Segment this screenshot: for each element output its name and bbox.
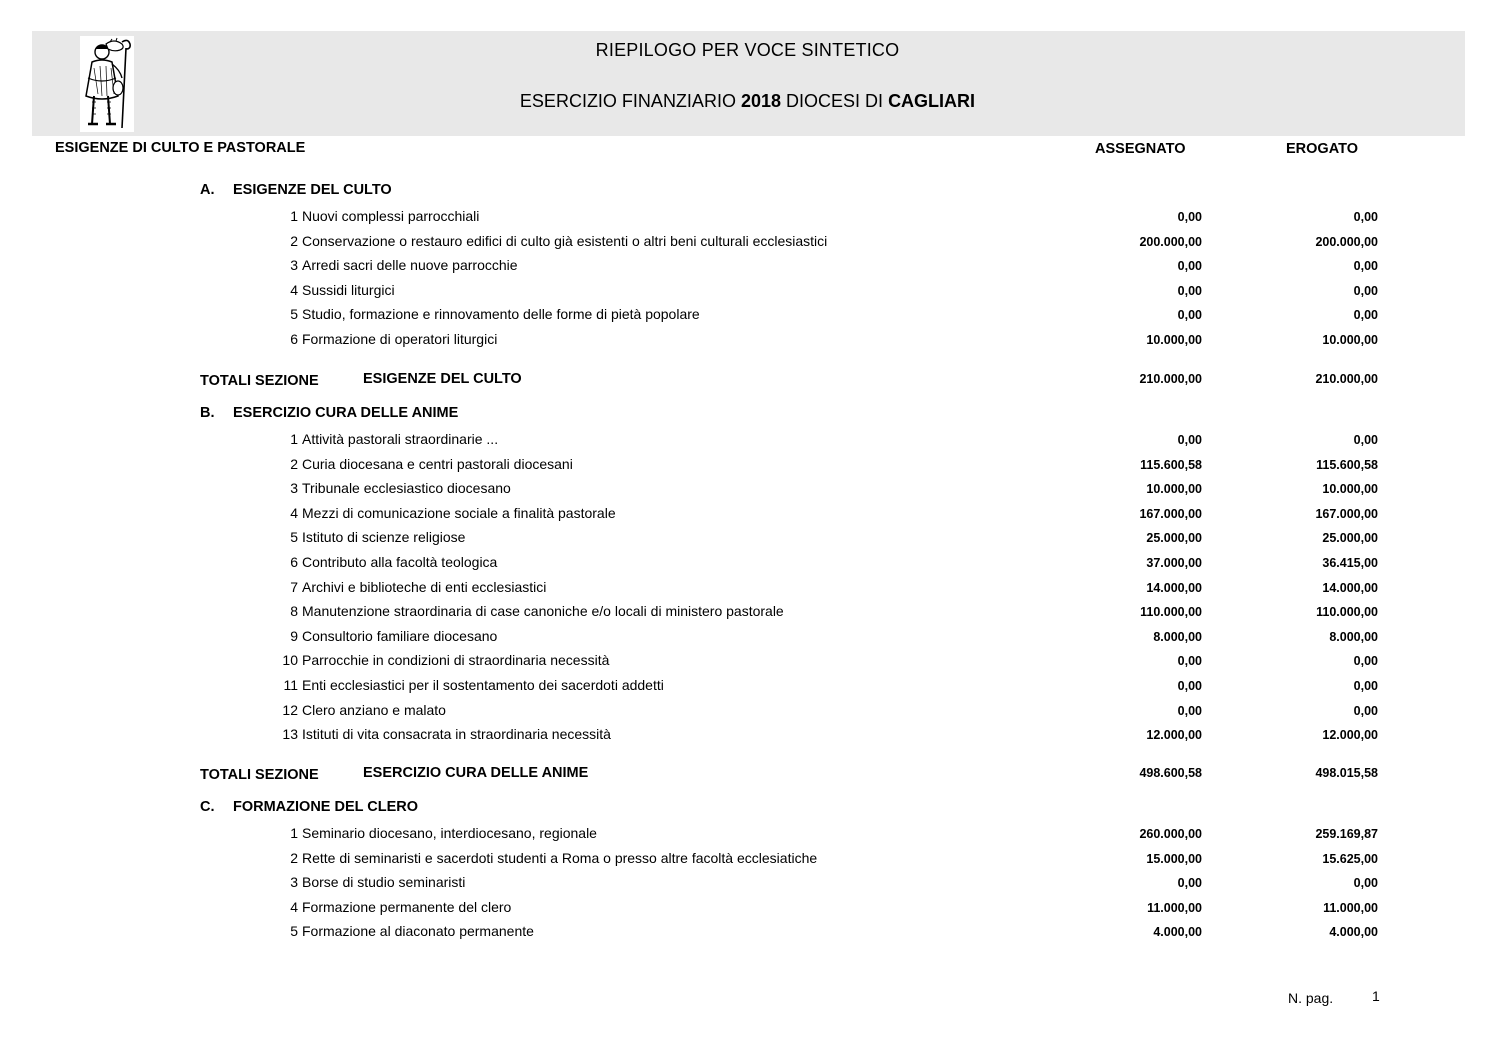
table-row-label: [268, 529, 465, 545]
table-row-label: [268, 208, 479, 224]
table-row-label: [268, 702, 446, 718]
table-row-label: [268, 456, 573, 472]
subtitle-mid: DIOCESI DI: [786, 91, 884, 111]
item-label: Consultorio familiare diocesano: [302, 628, 498, 644]
section-total-name: ESIGENZE DEL CULTO: [363, 371, 522, 387]
assigned-value: 12.000,00: [1146, 728, 1202, 742]
item-number: 11: [283, 677, 298, 693]
category-name: ESIGENZE DEL CULTO: [233, 182, 392, 198]
item-number: 3: [290, 257, 298, 273]
paid-value: 0,00: [1353, 259, 1378, 273]
table-row-label: [268, 603, 784, 619]
item-label: Nuovi complessi parrocchiali: [302, 208, 480, 224]
item-label: Clero anziano e malato: [302, 702, 446, 718]
assigned-value: 0,00: [1177, 876, 1202, 890]
total-paid-value: 210.000,00: [1315, 372, 1378, 386]
table-row-label: [268, 480, 511, 496]
report-subtitle: [0, 91, 1495, 112]
section-total-label: TOTALI SEZIONE: [200, 373, 319, 389]
paid-value: 36.415,00: [1322, 556, 1378, 570]
item-label: Manutenzione straordinaria di case canoniche e/o locali di ministero pastorale: [302, 603, 784, 619]
item-label: Arredi sacri delle nuove parrocchie: [302, 257, 518, 273]
table-row-label: [268, 923, 534, 939]
table-row-label: [268, 554, 497, 570]
item-label: Istituti di vita consacrata in straordinaria necessità: [302, 726, 611, 742]
item-number: 1: [290, 825, 298, 841]
item-label: Studio, formazione e rinnovamento delle forme di pietà popolare: [302, 306, 700, 322]
paid-value: 0,00: [1353, 876, 1378, 890]
item-label: Conservazione o restauro edifici di culto già esistenti o altri beni culturali ecclesiastici: [302, 233, 828, 249]
page-number: 1: [1372, 988, 1380, 1004]
section-total-label: TOTALI SEZIONE: [200, 767, 319, 783]
item-label: Enti ecclesiastici per il sostentamento dei sacerdoti addetti: [302, 677, 664, 693]
item-label: Sussidi liturgici: [302, 282, 395, 298]
item-label: Seminario diocesano, interdiocesano, regionale: [302, 825, 597, 841]
paid-value: 10.000,00: [1322, 482, 1378, 496]
paid-value: 15.625,00: [1322, 852, 1378, 866]
total-assigned-value: 210.000,00: [1139, 372, 1202, 386]
assigned-value: 37.000,00: [1146, 556, 1202, 570]
item-number: 5: [290, 529, 298, 545]
item-number: 1: [290, 431, 298, 447]
assigned-value: 0,00: [1177, 704, 1202, 718]
paid-value: 0,00: [1353, 308, 1378, 322]
item-number: 10: [282, 652, 298, 668]
table-row-label: [268, 726, 611, 742]
subtitle-prefix: ESERCIZIO FINANZIARIO: [519, 91, 736, 111]
assigned-value: 14.000,00: [1146, 581, 1202, 595]
item-label: Formazione permanente del clero: [302, 899, 512, 915]
table-row-label: [268, 628, 497, 644]
item-label: Attività pastorali straordinarie ...: [302, 431, 499, 447]
item-number: 4: [290, 505, 298, 521]
item-number: 9: [290, 628, 298, 644]
item-number: 4: [290, 899, 298, 915]
category-heading: [200, 799, 418, 815]
table-row-label: [268, 257, 518, 273]
item-number: 7: [290, 579, 298, 595]
assigned-value: 110.000,00: [1140, 605, 1202, 619]
assigned-value: 0,00: [1177, 308, 1202, 322]
item-number: 6: [290, 331, 298, 347]
assigned-value: 25.000,00: [1146, 531, 1202, 545]
item-label: Parrocchie in condizioni di straordinaria necessità: [302, 652, 610, 668]
assigned-value: 260.000,00: [1139, 827, 1202, 841]
category-heading: [200, 182, 392, 198]
paid-value: 4.000,00: [1329, 925, 1378, 939]
item-label: Curia diocesana e centri pastorali diocesani: [302, 456, 573, 472]
item-number: 6: [290, 554, 298, 570]
table-row-label: [268, 233, 827, 249]
assigned-value: 200.000,00: [1139, 235, 1202, 249]
table-row-label: [268, 652, 609, 668]
assigned-value: 4.000,00: [1153, 925, 1202, 939]
paid-value: 8.000,00: [1329, 630, 1378, 644]
table-row-label: [268, 431, 498, 447]
item-number: 5: [290, 923, 298, 939]
item-number: 8: [290, 603, 298, 619]
item-label: Borse di studio seminaristi: [302, 874, 466, 890]
item-number: 2: [290, 850, 298, 866]
assigned-value: 115.600,58: [1140, 458, 1202, 472]
fiscal-year: 2018: [740, 91, 782, 111]
paid-value: 11.000,00: [1323, 901, 1378, 915]
table-row-label: [268, 505, 616, 521]
total-assigned-value: 498.600,58: [1139, 766, 1202, 780]
paid-value: 110.000,00: [1316, 605, 1378, 619]
item-number: 3: [290, 874, 298, 890]
item-number: 2: [290, 456, 298, 472]
paid-value: 200.000,00: [1315, 235, 1378, 249]
paid-value: 259.169,87: [1315, 827, 1378, 841]
item-label: Formazione di operatori liturgici: [302, 331, 498, 347]
item-label: Tribunale ecclesiastico diocesano: [302, 480, 511, 496]
assigned-value: 10.000,00: [1146, 482, 1202, 496]
paid-value: 25.000,00: [1322, 531, 1378, 545]
paid-value: 10.000,00: [1322, 333, 1378, 347]
table-row-label: [268, 899, 511, 915]
item-number: 3: [290, 480, 298, 496]
item-number: 2: [290, 233, 298, 249]
paid-value: 0,00: [1353, 210, 1378, 224]
table-row-label: [268, 825, 597, 841]
page-label: N. pag.: [1288, 990, 1334, 1006]
table-row-label: [268, 282, 395, 298]
item-label: Archivi e biblioteche di enti ecclesiastici: [302, 579, 547, 595]
item-label: Rette di seminaristi e sacerdoti studenti a Roma o presso altre facoltà ecclesiatiche: [302, 850, 818, 866]
assigned-value: 0,00: [1177, 433, 1202, 447]
column-assigned: ASSEGNATO: [1095, 141, 1186, 157]
category-name: ESERCIZIO CURA DELLE ANIME: [233, 405, 459, 421]
paid-value: 167.000,00: [1315, 507, 1378, 521]
category-name: FORMAZIONE DEL CLERO: [233, 799, 419, 815]
paid-value: 0,00: [1353, 654, 1378, 668]
item-label: Mezzi di comunicazione sociale a finalità pastorale: [302, 505, 616, 521]
table-row-label: [268, 331, 497, 347]
assigned-value: 0,00: [1177, 210, 1202, 224]
assigned-value: 15.000,00: [1146, 852, 1202, 866]
paid-value: 0,00: [1353, 433, 1378, 447]
table-row-label: [268, 306, 700, 322]
assigned-value: 167.000,00: [1139, 507, 1202, 521]
section-total-name: ESERCIZIO CURA DELLE ANIME: [363, 765, 589, 781]
paid-value: 14.000,00: [1322, 581, 1378, 595]
item-number: 13: [282, 726, 298, 742]
category-letter: A.: [200, 182, 215, 198]
assigned-value: 0,00: [1177, 679, 1202, 693]
paid-value: 12.000,00: [1322, 728, 1378, 742]
item-number: 12: [282, 702, 298, 718]
item-label: Formazione al diaconato permanente: [302, 923, 534, 939]
total-paid-value: 498.015,58: [1315, 766, 1378, 780]
table-row-label: [268, 579, 546, 595]
assigned-value: 0,00: [1177, 284, 1202, 298]
assigned-value: 11.000,00: [1147, 901, 1202, 915]
paid-value: 115.600,58: [1316, 458, 1378, 472]
category-letter: B.: [200, 405, 215, 421]
diocese-name: CAGLIARI: [888, 91, 976, 111]
assigned-value: 8.000,00: [1153, 630, 1202, 644]
item-number: 5: [290, 306, 298, 322]
paid-value: 0,00: [1353, 679, 1378, 693]
table-row-label: [268, 677, 664, 693]
paid-value: 0,00: [1353, 704, 1378, 718]
assigned-value: 0,00: [1177, 259, 1202, 273]
column-paid: EROGATO: [1286, 141, 1358, 157]
paid-value: 0,00: [1353, 284, 1378, 298]
item-number: 1: [290, 208, 298, 224]
assigned-value: 10.000,00: [1146, 333, 1202, 347]
item-label: Istituto di scienze religiose: [302, 529, 466, 545]
report-title: RIEPILOGO PER VOCE SINTETICO: [595, 40, 900, 60]
item-number: 4: [290, 282, 298, 298]
table-row-label: [268, 874, 465, 890]
assigned-value: 0,00: [1177, 654, 1202, 668]
section-title: ESIGENZE DI CULTO E PASTORALE: [55, 140, 306, 156]
item-label: Contributo alla facoltà teologica: [302, 554, 498, 570]
table-row-label: [268, 850, 817, 866]
category-heading: [200, 405, 458, 421]
category-letter: C.: [200, 799, 215, 815]
